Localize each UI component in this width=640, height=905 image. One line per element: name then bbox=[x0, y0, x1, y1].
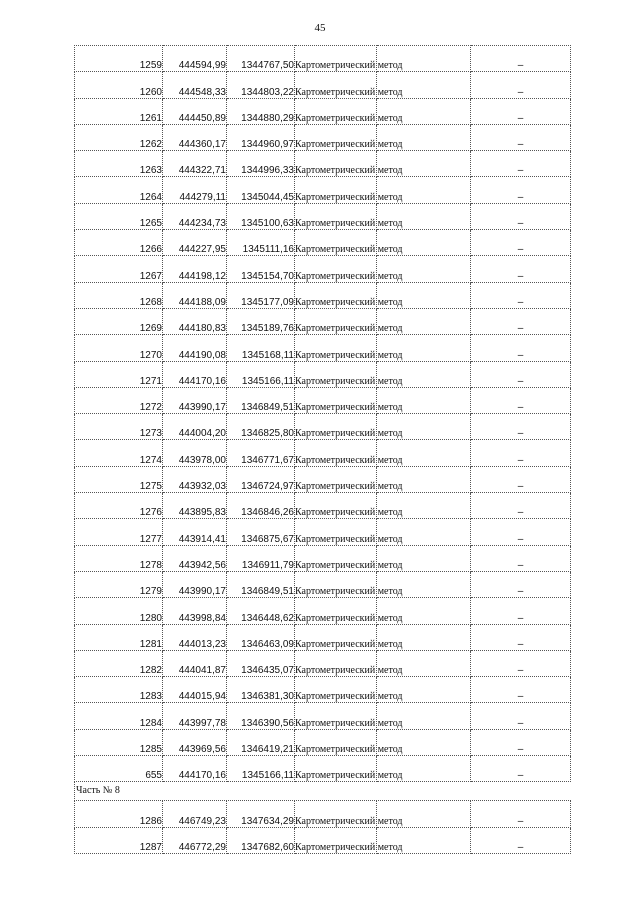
point-number: 1281 bbox=[75, 624, 163, 650]
coord-x: 443969,56 bbox=[163, 729, 227, 755]
dash-cell: – bbox=[471, 308, 571, 334]
coord-y: 1345189,76 bbox=[227, 308, 295, 334]
dash-cell: – bbox=[471, 703, 571, 729]
table-row bbox=[75, 256, 571, 282]
coord-x: 444227,95 bbox=[163, 230, 227, 256]
method-cell: Картометрический метод bbox=[295, 466, 377, 492]
method-cell: Картометрический метод bbox=[295, 598, 377, 624]
table-row bbox=[75, 98, 571, 124]
method-cell: Картометрический метод bbox=[295, 545, 377, 571]
table-row bbox=[75, 177, 571, 203]
method-cell: Картометрический метод bbox=[295, 230, 377, 256]
dash-cell: – bbox=[471, 124, 571, 150]
point-number: 1283 bbox=[75, 677, 163, 703]
dash-cell: – bbox=[471, 650, 571, 676]
dash-cell: – bbox=[471, 98, 571, 124]
table-row bbox=[75, 545, 571, 571]
coord-y: 1346390,56 bbox=[227, 703, 295, 729]
coordinates-table-body-part-8 bbox=[75, 801, 571, 854]
coord-y: 1344803,22 bbox=[227, 72, 295, 98]
coord-y: 1345111,16 bbox=[227, 230, 295, 256]
table-row bbox=[75, 387, 571, 413]
coord-x: 444170,16 bbox=[163, 361, 227, 387]
point-number: 1270 bbox=[75, 335, 163, 361]
coord-x: 444170,16 bbox=[163, 756, 227, 782]
method-cell: Картометрический метод bbox=[295, 493, 377, 519]
dash-cell: – bbox=[471, 598, 571, 624]
point-number: 1269 bbox=[75, 308, 163, 334]
dash-cell: – bbox=[471, 519, 571, 545]
dash-cell: – bbox=[471, 256, 571, 282]
point-number: 1268 bbox=[75, 282, 163, 308]
coord-x: 444548,33 bbox=[163, 72, 227, 98]
dash-cell: – bbox=[471, 493, 571, 519]
point-number: 1274 bbox=[75, 440, 163, 466]
table-row bbox=[75, 827, 571, 853]
table-row bbox=[75, 703, 571, 729]
method-cell: Картометрический метод bbox=[295, 203, 377, 229]
section-label: Часть № 8 bbox=[75, 782, 571, 801]
method-cell: Картометрический метод bbox=[295, 177, 377, 203]
method-cell: Картометрический метод bbox=[295, 571, 377, 597]
coord-x: 444041,87 bbox=[163, 650, 227, 676]
coord-y: 1346875,67 bbox=[227, 519, 295, 545]
coord-x: 446749,23 bbox=[163, 801, 227, 827]
point-number: 1261 bbox=[75, 98, 163, 124]
point-number: 1279 bbox=[75, 571, 163, 597]
coordinates-table bbox=[74, 45, 571, 854]
dash-cell: – bbox=[471, 545, 571, 571]
dash-cell: – bbox=[471, 361, 571, 387]
method-cell: Картометрический метод bbox=[295, 72, 377, 98]
dash-cell: – bbox=[471, 677, 571, 703]
table-row bbox=[75, 729, 571, 755]
coord-y: 1346846,26 bbox=[227, 493, 295, 519]
coord-x: 444234,73 bbox=[163, 203, 227, 229]
coord-x: 444450,89 bbox=[163, 98, 227, 124]
coord-y: 1344960,97 bbox=[227, 124, 295, 150]
point-number: 1265 bbox=[75, 203, 163, 229]
dash-cell: – bbox=[471, 177, 571, 203]
point-number: 1285 bbox=[75, 729, 163, 755]
method-cell: Картометрический метод bbox=[295, 361, 377, 387]
method-cell: Картометрический метод bbox=[295, 46, 377, 72]
method-cell: Картометрический метод bbox=[295, 801, 377, 827]
table-row bbox=[75, 230, 571, 256]
coord-x: 443990,17 bbox=[163, 387, 227, 413]
point-number: 1282 bbox=[75, 650, 163, 676]
point-number: 1277 bbox=[75, 519, 163, 545]
table-row bbox=[75, 493, 571, 519]
dash-cell: – bbox=[471, 801, 571, 827]
dash-cell: – bbox=[471, 335, 571, 361]
point-number: 1280 bbox=[75, 598, 163, 624]
table-row bbox=[75, 46, 571, 72]
method-cell: Картометрический метод bbox=[295, 124, 377, 150]
method-cell: Картометрический метод bbox=[295, 151, 377, 177]
table-row bbox=[75, 650, 571, 676]
dash-cell: – bbox=[471, 151, 571, 177]
point-number: 1263 bbox=[75, 151, 163, 177]
coord-x: 444013,23 bbox=[163, 624, 227, 650]
coord-x: 444360,17 bbox=[163, 124, 227, 150]
coord-y: 1346849,51 bbox=[227, 571, 295, 597]
table-row bbox=[75, 308, 571, 334]
coord-x: 444198,12 bbox=[163, 256, 227, 282]
dash-cell: – bbox=[471, 440, 571, 466]
table-row bbox=[75, 677, 571, 703]
point-number: 655 bbox=[75, 756, 163, 782]
dash-cell: – bbox=[471, 571, 571, 597]
coord-x: 444322,71 bbox=[163, 151, 227, 177]
point-number: 1266 bbox=[75, 230, 163, 256]
method-cell: Картометрический метод bbox=[295, 387, 377, 413]
coord-y: 1346825,80 bbox=[227, 414, 295, 440]
coord-x: 443942,56 bbox=[163, 545, 227, 571]
coord-x: 443914,41 bbox=[163, 519, 227, 545]
coord-y: 1346435,07 bbox=[227, 650, 295, 676]
method-cell: Картометрический метод bbox=[295, 519, 377, 545]
method-cell: Картометрический метод bbox=[295, 256, 377, 282]
coord-x: 444190,08 bbox=[163, 335, 227, 361]
table-row bbox=[75, 335, 571, 361]
point-number: 1287 bbox=[75, 827, 163, 853]
table-row bbox=[75, 151, 571, 177]
coord-y: 1346911,79 bbox=[227, 545, 295, 571]
dash-cell: – bbox=[471, 282, 571, 308]
coord-y: 1345154,70 bbox=[227, 256, 295, 282]
method-cell: Картометрический метод bbox=[295, 282, 377, 308]
dash-cell: – bbox=[471, 46, 571, 72]
coord-y: 1347634,29 bbox=[227, 801, 295, 827]
coord-x: 443932,03 bbox=[163, 466, 227, 492]
point-number: 1276 bbox=[75, 493, 163, 519]
point-number: 1264 bbox=[75, 177, 163, 203]
dash-cell: – bbox=[471, 756, 571, 782]
coord-y: 1346419,21 bbox=[227, 729, 295, 755]
method-cell: Картометрический метод bbox=[295, 308, 377, 334]
coord-y: 1345044,45 bbox=[227, 177, 295, 203]
point-number: 1286 bbox=[75, 801, 163, 827]
dash-cell: – bbox=[471, 827, 571, 853]
coord-y: 1346849,51 bbox=[227, 387, 295, 413]
point-number: 1273 bbox=[75, 414, 163, 440]
point-number: 1271 bbox=[75, 361, 163, 387]
coord-y: 1344767,50 bbox=[227, 46, 295, 72]
table-row bbox=[75, 282, 571, 308]
coord-x: 443997,78 bbox=[163, 703, 227, 729]
table-row bbox=[75, 571, 571, 597]
method-cell: Картометрический метод bbox=[295, 440, 377, 466]
coord-y: 1347682,60 bbox=[227, 827, 295, 853]
point-number: 1260 bbox=[75, 72, 163, 98]
dash-cell: – bbox=[471, 230, 571, 256]
table-row bbox=[75, 801, 571, 827]
point-number: 1275 bbox=[75, 466, 163, 492]
table-row bbox=[75, 361, 571, 387]
coord-y: 1345168,11 bbox=[227, 335, 295, 361]
coord-x: 444004,20 bbox=[163, 414, 227, 440]
point-number: 1267 bbox=[75, 256, 163, 282]
table-row bbox=[75, 72, 571, 98]
coord-y: 1345166,11 bbox=[227, 361, 295, 387]
coord-x: 444015,94 bbox=[163, 677, 227, 703]
coord-x: 443998,84 bbox=[163, 598, 227, 624]
table-row bbox=[75, 756, 571, 782]
coord-y: 1345100,63 bbox=[227, 203, 295, 229]
table-row bbox=[75, 466, 571, 492]
coord-x: 443990,17 bbox=[163, 571, 227, 597]
table-row bbox=[75, 624, 571, 650]
coord-y: 1346463,09 bbox=[227, 624, 295, 650]
dash-cell: – bbox=[471, 414, 571, 440]
page-number: 45 bbox=[314, 22, 326, 34]
coord-y: 1346724,97 bbox=[227, 466, 295, 492]
dash-cell: – bbox=[471, 387, 571, 413]
method-cell: Картометрический метод bbox=[295, 650, 377, 676]
method-cell: Картометрический метод bbox=[295, 414, 377, 440]
point-number: 1278 bbox=[75, 545, 163, 571]
method-cell: Картометрический метод bbox=[295, 756, 377, 782]
table-row bbox=[75, 124, 571, 150]
point-number: 1262 bbox=[75, 124, 163, 150]
coord-x: 444188,09 bbox=[163, 282, 227, 308]
coord-x: 444279,11 bbox=[163, 177, 227, 203]
coord-y: 1346448,62 bbox=[227, 598, 295, 624]
method-cell: Картометрический метод bbox=[295, 827, 377, 853]
coord-y: 1345166,11 bbox=[227, 756, 295, 782]
table-row bbox=[75, 414, 571, 440]
section-part-8 bbox=[75, 782, 571, 801]
section-row bbox=[75, 782, 571, 801]
dash-cell: – bbox=[471, 624, 571, 650]
coord-x: 446772,29 bbox=[163, 827, 227, 853]
table-row bbox=[75, 598, 571, 624]
coord-x: 444180,83 bbox=[163, 308, 227, 334]
point-number: 1284 bbox=[75, 703, 163, 729]
coord-y: 1344880,29 bbox=[227, 98, 295, 124]
method-cell: Картометрический метод bbox=[295, 729, 377, 755]
dash-cell: – bbox=[471, 203, 571, 229]
coord-x: 443895,83 bbox=[163, 493, 227, 519]
coord-y: 1346381,30 bbox=[227, 677, 295, 703]
coord-y: 1345177,09 bbox=[227, 282, 295, 308]
method-cell: Картометрический метод bbox=[295, 677, 377, 703]
coord-x: 444594,99 bbox=[163, 46, 227, 72]
method-cell: Картометрический метод bbox=[295, 98, 377, 124]
coord-x: 443978,00 bbox=[163, 440, 227, 466]
dash-cell: – bbox=[471, 466, 571, 492]
table-row bbox=[75, 440, 571, 466]
dash-cell: – bbox=[471, 729, 571, 755]
coord-y: 1346771,67 bbox=[227, 440, 295, 466]
coord-y: 1344996,33 bbox=[227, 151, 295, 177]
point-number: 1259 bbox=[75, 46, 163, 72]
method-cell: Картометрический метод bbox=[295, 624, 377, 650]
table-row bbox=[75, 519, 571, 545]
table-row bbox=[75, 203, 571, 229]
method-cell: Картометрический метод bbox=[295, 335, 377, 361]
coordinates-table-body-part-7 bbox=[75, 46, 571, 782]
point-number: 1272 bbox=[75, 387, 163, 413]
dash-cell: – bbox=[471, 72, 571, 98]
method-cell: Картометрический метод bbox=[295, 703, 377, 729]
